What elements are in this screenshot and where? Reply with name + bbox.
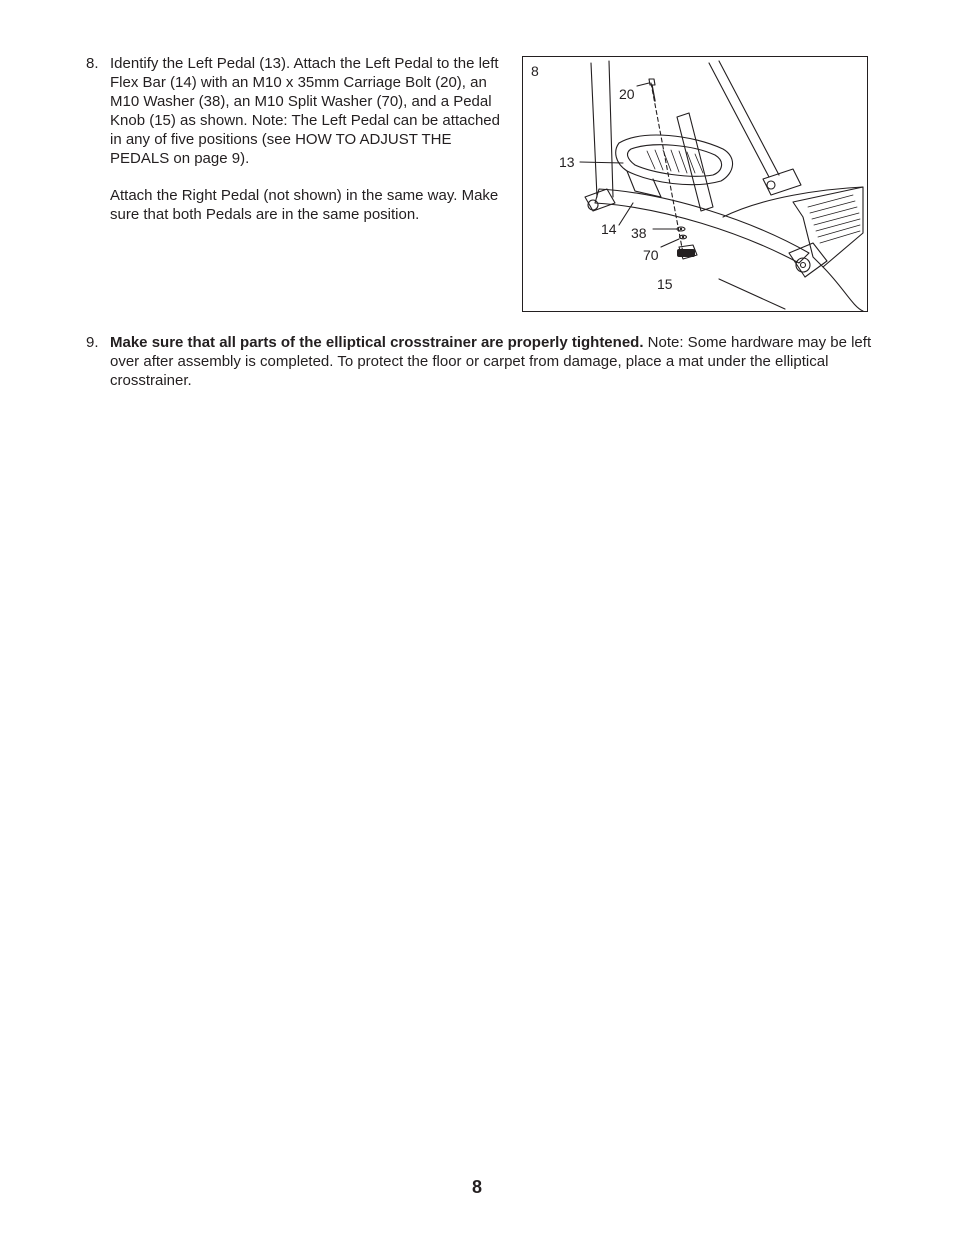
carriage-bolt bbox=[649, 79, 655, 85]
callout-38: 38 bbox=[631, 225, 647, 241]
step-8-instructions bbox=[110, 54, 505, 224]
figure-number: 8 bbox=[531, 63, 539, 79]
flex-bar-left-end bbox=[585, 189, 615, 211]
page-number: 8 bbox=[471, 1177, 482, 1197]
callout-20: 20 bbox=[619, 86, 635, 102]
step-9-instructions bbox=[110, 333, 875, 390]
pedal-knob-fill bbox=[677, 249, 695, 257]
step-8-paragraph-1: Identify the Left Pedal (13). Attach the Left Pedal to the left Flex Bar (14) with an M10 x 35mm Carriage Bolt (20), an M10 Washer (38), an M10 Split Washer (70), and a Pedal Knob (15) as shown. Note: The Left Pedal can be attached in any of five positions (see HOW TO ADJUST THE PEDALS on page 9). bbox=[110, 55, 500, 167]
step-9-note: Note: Some hardware may be left over after assembly is completed. To protect the floor or carpet from damage, place a mat under the elliptical crosstrainer. bbox=[110, 334, 872, 389]
handle-tube bbox=[677, 113, 713, 211]
frame-line-left-2 bbox=[609, 61, 613, 197]
callout-14: 14 bbox=[601, 221, 617, 237]
assembly-figure-8 bbox=[522, 56, 868, 312]
pedal-mount bbox=[627, 171, 661, 197]
step-8-paragraph-2: Attach the Right Pedal (not shown) in the same way. Make sure that both Pedals are in the same position. bbox=[110, 187, 499, 223]
floor-line bbox=[719, 279, 785, 309]
leader-20 bbox=[637, 83, 649, 86]
upright-edge-1 bbox=[709, 63, 769, 177]
pedal bbox=[616, 135, 733, 185]
frame-line-left bbox=[591, 63, 597, 197]
leader-70 bbox=[661, 239, 679, 247]
upright-edge-2 bbox=[719, 61, 779, 175]
assembly-illustration bbox=[523, 57, 869, 313]
flywheel-edge bbox=[823, 267, 863, 311]
step-9-bold-text: Make sure that all parts of the elliptical crosstrainer are properly tightened. bbox=[110, 334, 644, 351]
bracket-bolt bbox=[767, 181, 775, 189]
flex-bar-end-bolt bbox=[796, 258, 810, 272]
step-9-number: 9. bbox=[86, 334, 99, 351]
step-8-number: 8. bbox=[86, 55, 99, 72]
leader-13 bbox=[580, 162, 623, 163]
flex-bar bbox=[595, 189, 809, 263]
callout-15: 15 bbox=[657, 276, 673, 292]
callout-13: 13 bbox=[559, 154, 575, 170]
callout-70: 70 bbox=[643, 247, 659, 263]
